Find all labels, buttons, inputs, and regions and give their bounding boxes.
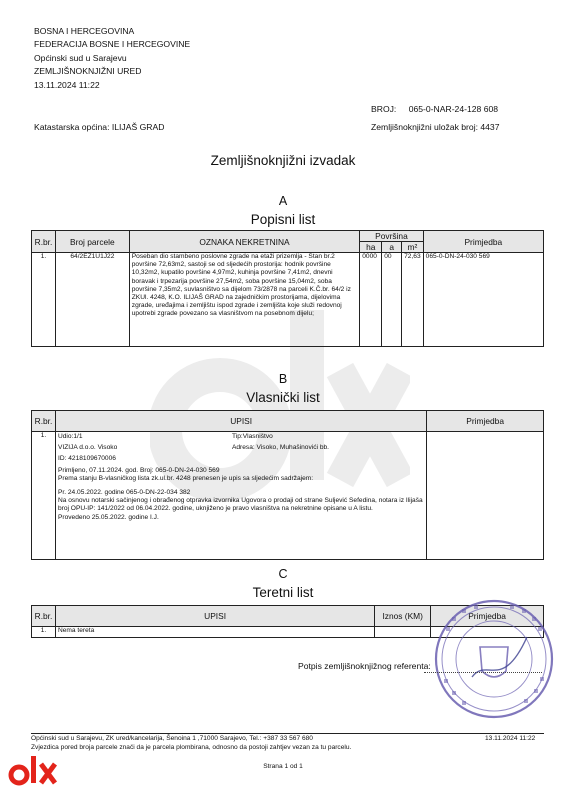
document-title: Zemljišnoknjižni izvadak [210, 153, 356, 168]
share: Udio:1/1 [57, 433, 83, 440]
row-oznaka: Poseban dio stambeno poslovne zgrade na etaži prizemlja - Stan br.2 površine 72,63m2, sastoji se od sljedećih prostorija: hodnik površine 10,32m2, kupatilo površine 4,97m2, kuhinja površine 7,41m2, dnevni boravak i trpezarija površine 27,54m2, soba površine 15,04m2, soba površine 7,35m2, suvlasništvo sa dijelom 73/2878 na parceli K.Č.br. 64/2 iz ZKUl. 4248, K.O. ILIJAŠ GRAD na zajedničkim prostorijama, dijelovima zgrade, uređajima i zemljištu ispod zgrade i zemljišta koje služi redovnoj upotrebi zgrade povezano sa vlasništvom na posebnom dijelu; [129, 253, 359, 347]
section-c-letter: C [278, 567, 288, 581]
document-number-label: BROJ: [371, 104, 397, 114]
row-rbr: 1. [32, 432, 56, 560]
table-row [32, 253, 544, 347]
col-povrsina: Površina [360, 231, 423, 242]
col-broj-parcele: Broj parcele [55, 231, 129, 253]
transfer-note: Prema stanju B-vlasničkog lista zk.ul.br. 4248 prenesen je upis sa sljedećim sadržajem: [57, 474, 314, 482]
court-name: Općinski sud u Sarajevu [34, 52, 127, 63]
footer-datetime: 13.11.2024 11:22 [485, 735, 536, 742]
col-oznaka-nekretnina: OZNAKA NEKRETNINA [129, 231, 359, 253]
owner-name: VIZIJA d.o.o. Visoko [57, 444, 118, 452]
land-register-folio: Zemljišnoknjižni uložak broj: 4437 [371, 122, 500, 132]
olx-logo-icon [8, 750, 66, 790]
col-ha: ha [360, 242, 382, 253]
section-b-letter: B [278, 372, 288, 386]
col-a: a [382, 242, 402, 253]
row-parcela: 64/2EZ1U1J22 [55, 253, 129, 347]
section-c-title: Teretni list [252, 585, 314, 600]
page-number: Strana 1 od 1 [263, 763, 303, 770]
section-a-letter: A [278, 194, 288, 208]
col-rbr: R.br. [32, 231, 56, 253]
row-m2: 72,63 [402, 253, 424, 347]
ownership-table [31, 410, 544, 560]
row-ha: 0000 [360, 253, 382, 347]
official-stamp-seal [432, 597, 556, 721]
owner-address: Adresa: Visoko, Muhašinovići bb. [231, 444, 329, 452]
row-primjedba [427, 432, 544, 560]
footer-note: Zvjezdica pored broja parcele znači da je parcela plombirana, odnosno da postoji zahtjev vezan za tu parcelu. [31, 744, 352, 751]
cadastral-municipality: Katastarska općina: ILIJAŠ GRAD [34, 122, 165, 132]
row-iznos [375, 627, 431, 638]
owner-id: ID: 4218109670006 [57, 455, 116, 463]
row-rbr: 1. [32, 253, 56, 347]
inventory-table [31, 230, 544, 347]
section-a-title: Popisni list [250, 212, 316, 227]
section-b-title: Vlasnički list [246, 390, 320, 405]
ownership-type: Tip:Vlasništvo [231, 433, 273, 440]
federation-name: FEDERACIJA BOSNE I HERCEGOVINE [34, 39, 191, 50]
document-number [371, 104, 498, 114]
col-rbr: R.br. [32, 606, 56, 627]
col-rbr: R.br. [32, 411, 56, 432]
col-primjedba: Primjedba [427, 411, 544, 432]
col-iznos: Iznos (KM) [375, 606, 431, 627]
col-primjedba: Primjedba [431, 606, 544, 627]
received-entry: Primljeno, 07.11.2024. god. Broj: 065-0-DN-24-030 569 [57, 466, 220, 474]
issue-datetime: 13.11.2024 11:22 [34, 79, 100, 90]
signature-label: Potpis zemljišnoknjižnog referenta: [298, 661, 431, 671]
row-upisi [55, 432, 426, 560]
country-name: BOSNA I HERCEGOVINA [34, 26, 135, 36]
entry-text: Na osnovu notarski sačinjenog i obrađenog otpravka izvornika Ugovora o prodaji od strane Suljević Sefedina, notara iz Ilijaša broj OPU-IP: 141/2022 od 06.04.2022. godine, uknjiženo je pravo vlasništva na nekretnine opisane u A listu. [57, 497, 423, 513]
col-m2: m² [402, 242, 424, 253]
col-upisi: UPISI [55, 606, 374, 627]
document-number-value: 065-0-NAR-24-128 608 [408, 104, 499, 114]
table-row [32, 432, 544, 560]
row-primjedba: 065-0-DN-24-030 569 [423, 253, 543, 347]
col-upisi: UPISI [55, 411, 426, 432]
row-upisi: Nema tereta [55, 627, 374, 638]
issuer-block [34, 25, 190, 92]
executed-note: Provedeno 25.05.2022. godine I.J. [57, 513, 159, 521]
row-a: 00 [382, 253, 402, 347]
office-name: ZEMLJIŠNOKNJIŽNI URED [34, 66, 142, 77]
col-primjedba: Primjedba [423, 231, 543, 253]
row-rbr: 1. [32, 627, 56, 638]
footer-address: Općinski sud u Sarajevu, ZK ured/kancelarija, Šenoina 1 ,71000 Sarajevo, Tel.: +387 33 567 680 [31, 735, 313, 742]
signature-line [424, 672, 542, 673]
footer-divider [31, 733, 544, 734]
prior-entry: Pr. 24.05.2022. godine 065-0-DN-22-034 382 [57, 489, 191, 497]
